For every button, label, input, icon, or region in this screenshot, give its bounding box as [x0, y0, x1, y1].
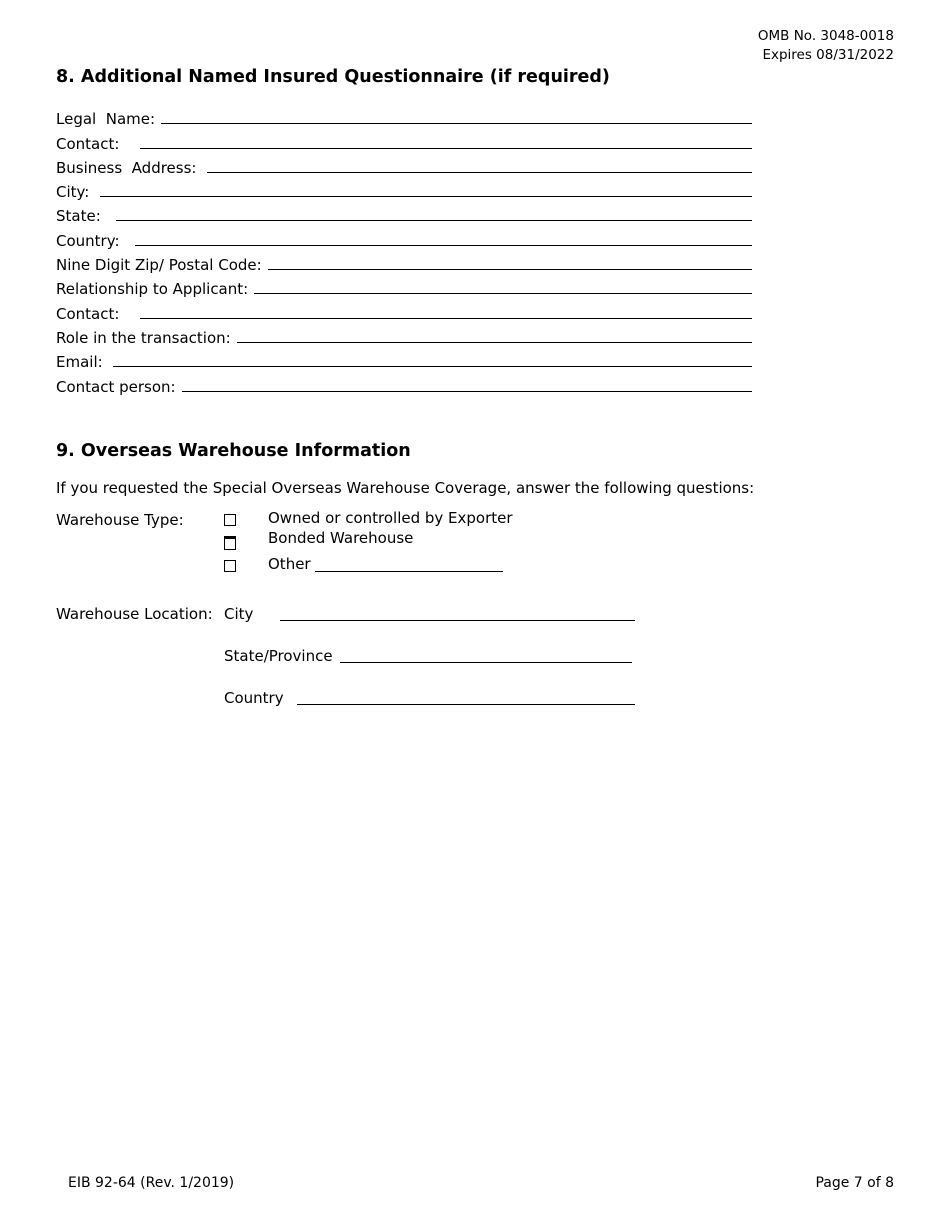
email-input[interactable]	[113, 366, 752, 367]
field-label: Relationship to Applicant:	[56, 280, 249, 299]
field-label: Country:	[56, 231, 130, 250]
field-row-business-address	[56, 153, 752, 177]
option-label: Bonded Warehouse	[268, 529, 414, 547]
field-row-contact	[56, 128, 752, 152]
contact-input[interactable]	[140, 148, 752, 149]
option-bonded-warehouse	[224, 529, 414, 550]
form-id: EIB 92-64 (Rev. 1/2019)	[68, 1175, 235, 1191]
role-input[interactable]	[237, 342, 752, 343]
location-city-label: City	[224, 605, 254, 623]
section-9-title: 9. Overseas Warehouse Information	[56, 441, 411, 461]
zip-postal-code-input[interactable]	[268, 269, 752, 270]
field-row-legal-name	[56, 104, 752, 128]
contact-2-input[interactable]	[140, 318, 752, 319]
legal-name-input[interactable]	[161, 123, 752, 124]
state-input[interactable]	[116, 220, 752, 221]
field-row-city	[56, 177, 752, 201]
country-input[interactable]	[135, 245, 752, 246]
location-state-label: State/Province	[224, 647, 333, 665]
field-label: Role in the transaction:	[56, 328, 231, 347]
warehouse-type-label: Warehouse Type:	[56, 511, 184, 529]
other-checkbox[interactable]	[224, 560, 236, 572]
location-country-label: Country	[224, 689, 284, 707]
relationship-input[interactable]	[254, 293, 752, 294]
option-other	[224, 555, 311, 573]
other-specify-input[interactable]	[315, 557, 503, 572]
field-label: City:	[56, 183, 95, 202]
page-number: Page 7 of 8	[815, 1175, 894, 1191]
bonded-warehouse-checkbox[interactable]	[224, 536, 236, 550]
field-label: Nine Digit Zip/ Postal Code:	[56, 256, 262, 275]
field-row-relationship	[56, 274, 752, 298]
field-label: Business Address:	[56, 158, 202, 177]
omb-number: OMB No. 3048-0018	[757, 28, 894, 44]
location-city-input[interactable]	[280, 620, 635, 621]
field-label: Contact person:	[56, 377, 176, 396]
section-8-title: 8. Additional Named Insured Questionnaire (if required)	[56, 67, 610, 87]
option-owned-by-exporter	[224, 509, 513, 527]
field-label: Legal Name:	[56, 110, 156, 129]
field-row-contact-person	[56, 371, 752, 395]
field-label: State:	[56, 207, 111, 226]
location-state-input[interactable]	[340, 662, 632, 663]
option-other-wrap	[268, 555, 503, 573]
field-row-role	[56, 323, 752, 347]
field-label: Email:	[56, 353, 108, 372]
section-9-intro: If you requested the Special Overseas Warehouse Coverage, answer the following questions:	[56, 479, 755, 497]
field-label: Contact:	[56, 304, 134, 323]
field-row-contact-2	[56, 298, 752, 322]
business-address-input[interactable]	[207, 172, 752, 173]
field-label: Contact:	[56, 134, 134, 153]
option-label: Owned or controlled by Exporter	[268, 509, 513, 527]
city-input[interactable]	[100, 196, 752, 197]
location-country-input[interactable]	[297, 704, 635, 705]
named-insured-fields	[56, 104, 752, 396]
field-row-country	[56, 225, 752, 249]
warehouse-location-label: Warehouse Location:	[56, 605, 213, 623]
field-row-email	[56, 347, 752, 371]
field-row-zip	[56, 250, 752, 274]
expiration-date: Expires 08/31/2022	[762, 47, 894, 63]
field-row-state	[56, 201, 752, 225]
owned-by-exporter-checkbox[interactable]	[224, 514, 236, 526]
omb-block	[758, 27, 894, 65]
contact-person-input[interactable]	[182, 391, 752, 392]
option-label: Other	[268, 555, 311, 573]
